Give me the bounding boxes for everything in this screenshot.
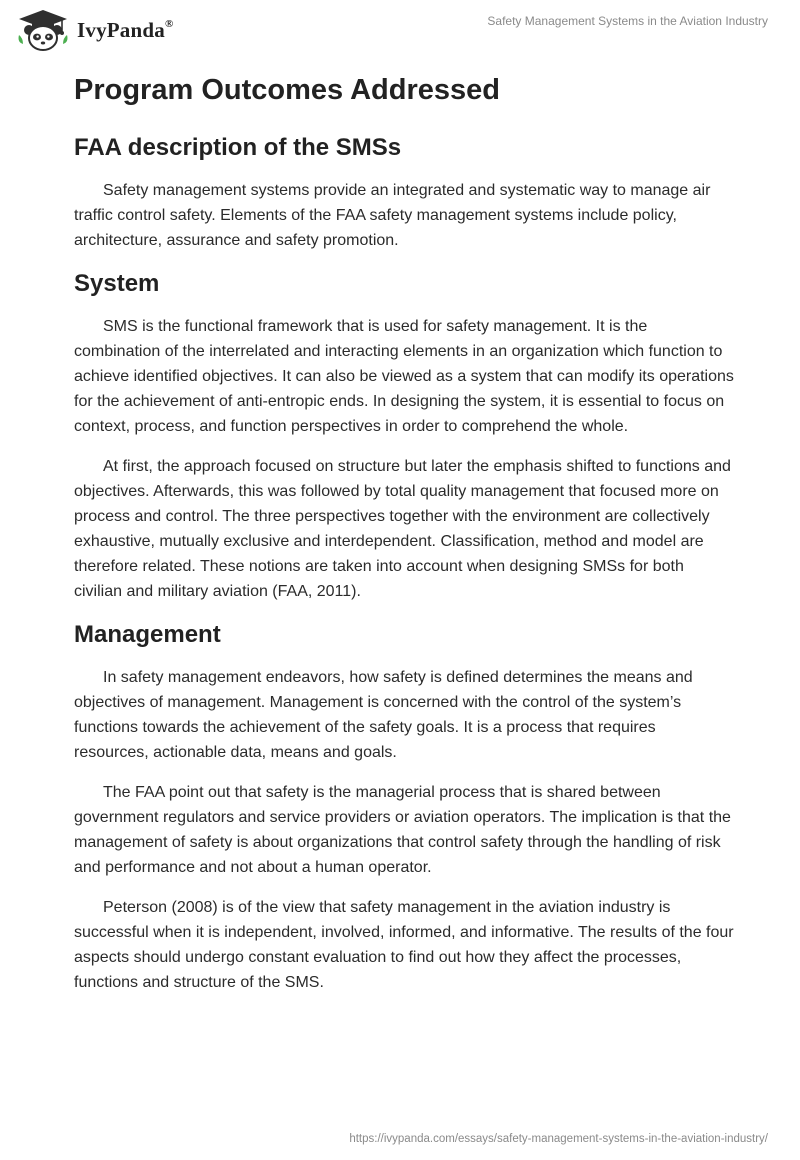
section-heading-faa-description: FAA description of the SMSs	[74, 134, 402, 161]
paragraph: Safety management systems provide an integrated and systematic way to manage air traffic control safety. Elements of the FAA safety management systems include policy, architecture, assurance and safety promotion.	[74, 182, 711, 249]
panda-graduate-icon	[15, 8, 71, 52]
paragraph: SMS is the functional framework that is used for safety management. It is the combination of the interrelated and interacting elements in an organization which function to achieve identified objectives. It can also be viewed as a system that can modify its operations for the achievement of anti-entropic ends. In designing the system, it is essential to focus on context, process, and function perspectives in order to comprehend the whole.	[74, 318, 734, 435]
section-heading-system: System	[74, 270, 160, 297]
page-header	[0, 0, 800, 60]
article-content	[74, 70, 734, 1010]
section-heading-management: Management	[74, 621, 221, 648]
source-url[interactable]: https://ivypanda.com/essays/safety-management-systems-in-the-aviation-industry/	[349, 1133, 768, 1145]
document-title: Safety Management Systems in the Aviation Industry	[487, 14, 768, 28]
page-title: Program Outcomes Addressed	[74, 74, 500, 106]
brand-name: IvyPanda®	[77, 17, 174, 42]
paragraph: Peterson (2008) is of the view that safety management in the aviation industry is successful when it is independent, involved, informed, and informative. The results of the four aspects should undergo constant evaluation to find out how they affect the processes, functions and structure of the SMS.	[74, 899, 734, 991]
logo[interactable]	[15, 8, 173, 52]
paragraph: The FAA point out that safety is the managerial process that is shared between government regulators and service providers or aviation operators. The implication is that the management of safety is about organizations that control safety through the handling of risk and performance and not about a human operator.	[74, 784, 731, 876]
paragraph: In safety management endeavors, how safety is defined determines the means and objectives of management. Management is concerned with the control of the system’s functions towards the achievement of the safety goals. It is a process that requires resources, actionable data, means and goals.	[74, 669, 693, 761]
paragraph: At first, the approach focused on structure but later the emphasis shifted to functions and objectives. Afterwards, this was followed by total quality management that focused more on process and control. The three perspectives together with the environment are collectively exhaustive, mutually exclusive and interdependent. Classification, method and model are therefore related. These notions are taken into account when designing SMSs for both civilian and military aviation (FAA, 2011).	[74, 458, 731, 600]
